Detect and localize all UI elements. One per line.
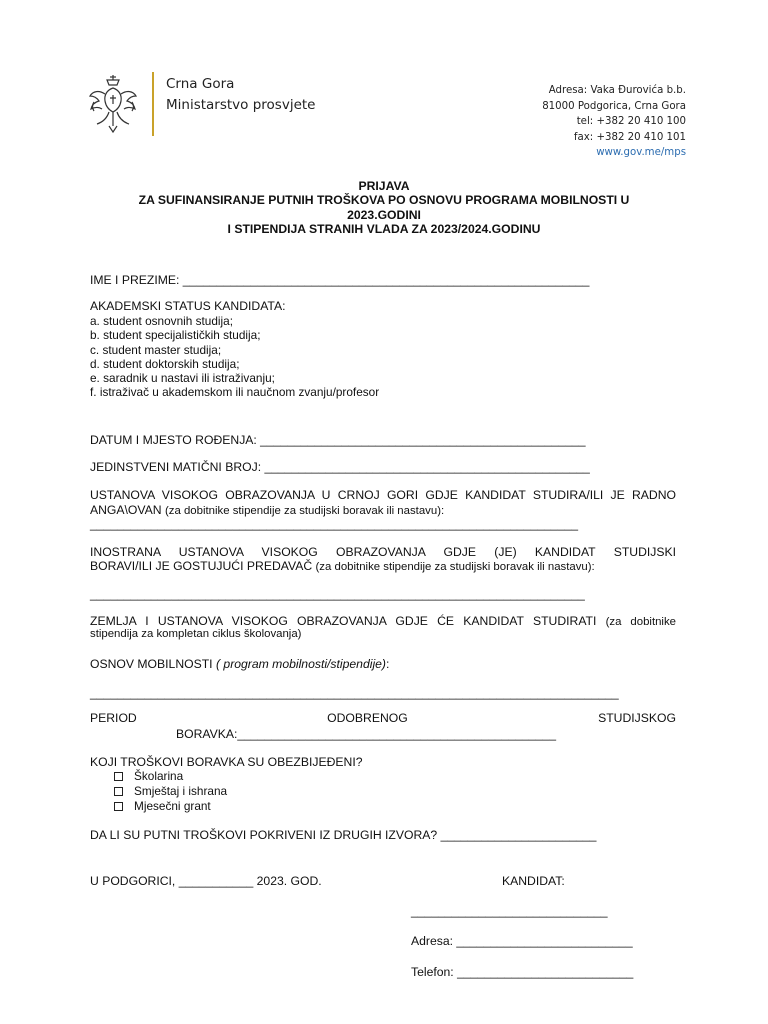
status-option-e: e. saradnik u nastavi ili istraživanju; [90, 371, 275, 386]
foreign-label-text: BORAVI/ILI JE GOSTUJUĆI PREDAVAČ [90, 559, 316, 573]
basis-label-text: OSNOV MOBILNOSTI [90, 657, 216, 671]
header-divider [152, 72, 154, 136]
cost-item [114, 799, 227, 814]
status-option-b: b. student specijalističkih studija; [90, 328, 261, 343]
website-link[interactable]: www.gov.me/mps [596, 147, 686, 159]
title-line-2: ZA SUFINANSIRANJE PUTNIH TROŠKOVA PO OSNOVU PROGRAMA MOBILNOSTI U [138, 193, 630, 208]
title-line-3: 2023.GODINI [347, 207, 421, 222]
institution-label-line-1: USTANOVA VISOKOG OBRAZOVANJA U CRNOJ GORI GDJE KANDIDAT STUDIRA/ILI JE RADNO [90, 488, 676, 502]
jmbg-field[interactable]: JEDINSTVENI MATIČNI BROJ: ________________________________________________ [90, 460, 590, 474]
checkbox-icon[interactable] [114, 802, 123, 811]
cost-label-tuition: Školarina [134, 769, 184, 783]
tel-line: tel: +382 20 410 100 [576, 116, 686, 128]
candidate-label: KANDIDAT: [502, 874, 565, 888]
foreign-label-line-2 [90, 559, 595, 573]
period-word-2: ODOBRENOG [327, 711, 408, 725]
status-option-d: d. student doktorskih studija; [90, 356, 240, 371]
status-option-f: f. istraživač u akademskom ili naučnom zvanju/profesor [90, 385, 380, 400]
document-title [88, 179, 680, 237]
basis-field[interactable]: ______________________________________________________________________________ [90, 686, 619, 700]
status-option-c: c. student master studija; [90, 342, 222, 357]
status-option-a: a. student osnovnih studija; [90, 314, 233, 328]
title-line-1: PRIJAVA [358, 179, 410, 193]
fax-line: fax: +382 20 410 101 [573, 131, 686, 143]
coat-of-arms-icon [88, 74, 138, 136]
foreign-field[interactable]: _________________________________________________________________________ [90, 587, 585, 601]
contact-block [542, 83, 686, 161]
basis-label-note: ( program mobilnosti/stipendije) [215, 657, 386, 671]
country-name: Crna Gora [166, 76, 235, 92]
address-line: Adresa: Vaka Đurovića b.b. [548, 85, 686, 96]
title-line-4: I STIPENDIJA STRANIH VLADA ZA 2023/2024.GODINU [227, 222, 541, 237]
cost-label-accommodation: Smještaj i ishrana [134, 784, 228, 798]
costs-checklist [114, 769, 227, 814]
cost-label-grant: Mjesečni grant [134, 799, 211, 813]
signature-field[interactable]: _____________________________ [411, 904, 608, 918]
other-sources-field[interactable]: DA LI SU PUTNI TROŠKOVI POKRIVENI IZ DRUGIH IZVORA? _______________________ [90, 828, 597, 842]
address-field[interactable]: Adresa: __________________________ [411, 934, 633, 948]
basis-label-colon: : [386, 657, 390, 671]
city-line: 81000 Podgorica, Crna Gora [542, 100, 686, 112]
country-label-text: ZEMLJA I USTANOVA VISOKOG OBRAZOVANJA GDJE ĆE KANDIDAT STUDIRATI [90, 614, 606, 628]
costs-label: KOJI TROŠKOVI BORAVKA SU OBEZBIJEĐENI? [90, 755, 363, 769]
basis-label [90, 657, 389, 671]
country-label-note: (za dobitnike [605, 616, 676, 628]
country-label-line-2: stipendija za kompletan ciklus školovanja) [90, 628, 302, 640]
status-label: AKADEMSKI STATUS KANDIDATA: [90, 299, 286, 313]
ministry-name: Ministarstvo prosvjete [166, 97, 316, 113]
period-word-3: STUDIJSKOG [598, 711, 676, 725]
country-label-line-1 [90, 614, 676, 628]
institution-label-line-2 [90, 503, 444, 517]
name-field[interactable]: IME I PREZIME: ____________________________________________________________ [90, 273, 590, 287]
period-field[interactable]: BORAVKA:_______________________________________________ [176, 727, 556, 741]
institution-label-note: (za dobitnike stipendije za studijski boravak ili nastavu): [164, 505, 445, 517]
period-word-1: PERIOD [90, 711, 137, 725]
foreign-label-line-1: INOSTRANA USTANOVA VISOKOG OBRAZOVANJA GDJE (JE) KANDIDAT STUDIJSKI [90, 545, 676, 559]
period-label-line-1 [90, 711, 676, 725]
cost-item [114, 784, 227, 799]
status-options [90, 314, 379, 400]
foreign-label-note: (za dobitnike stipendije za studijski boravak ili nastavu): [315, 561, 595, 573]
checkbox-icon[interactable] [114, 772, 123, 781]
institution-label-text: ANGA\OVAN [90, 503, 165, 517]
place-date-field[interactable]: U PODGORICI, ___________ 2023. GOD. [90, 874, 322, 888]
phone-field[interactable]: Telefon: __________________________ [411, 965, 634, 979]
cost-item [114, 769, 227, 784]
institution-field[interactable]: ________________________________________________________________________ [90, 517, 579, 531]
checkbox-icon[interactable] [114, 787, 123, 796]
birth-field[interactable]: DATUM I MJESTO ROĐENJA: ________________________________________________ [90, 433, 586, 447]
